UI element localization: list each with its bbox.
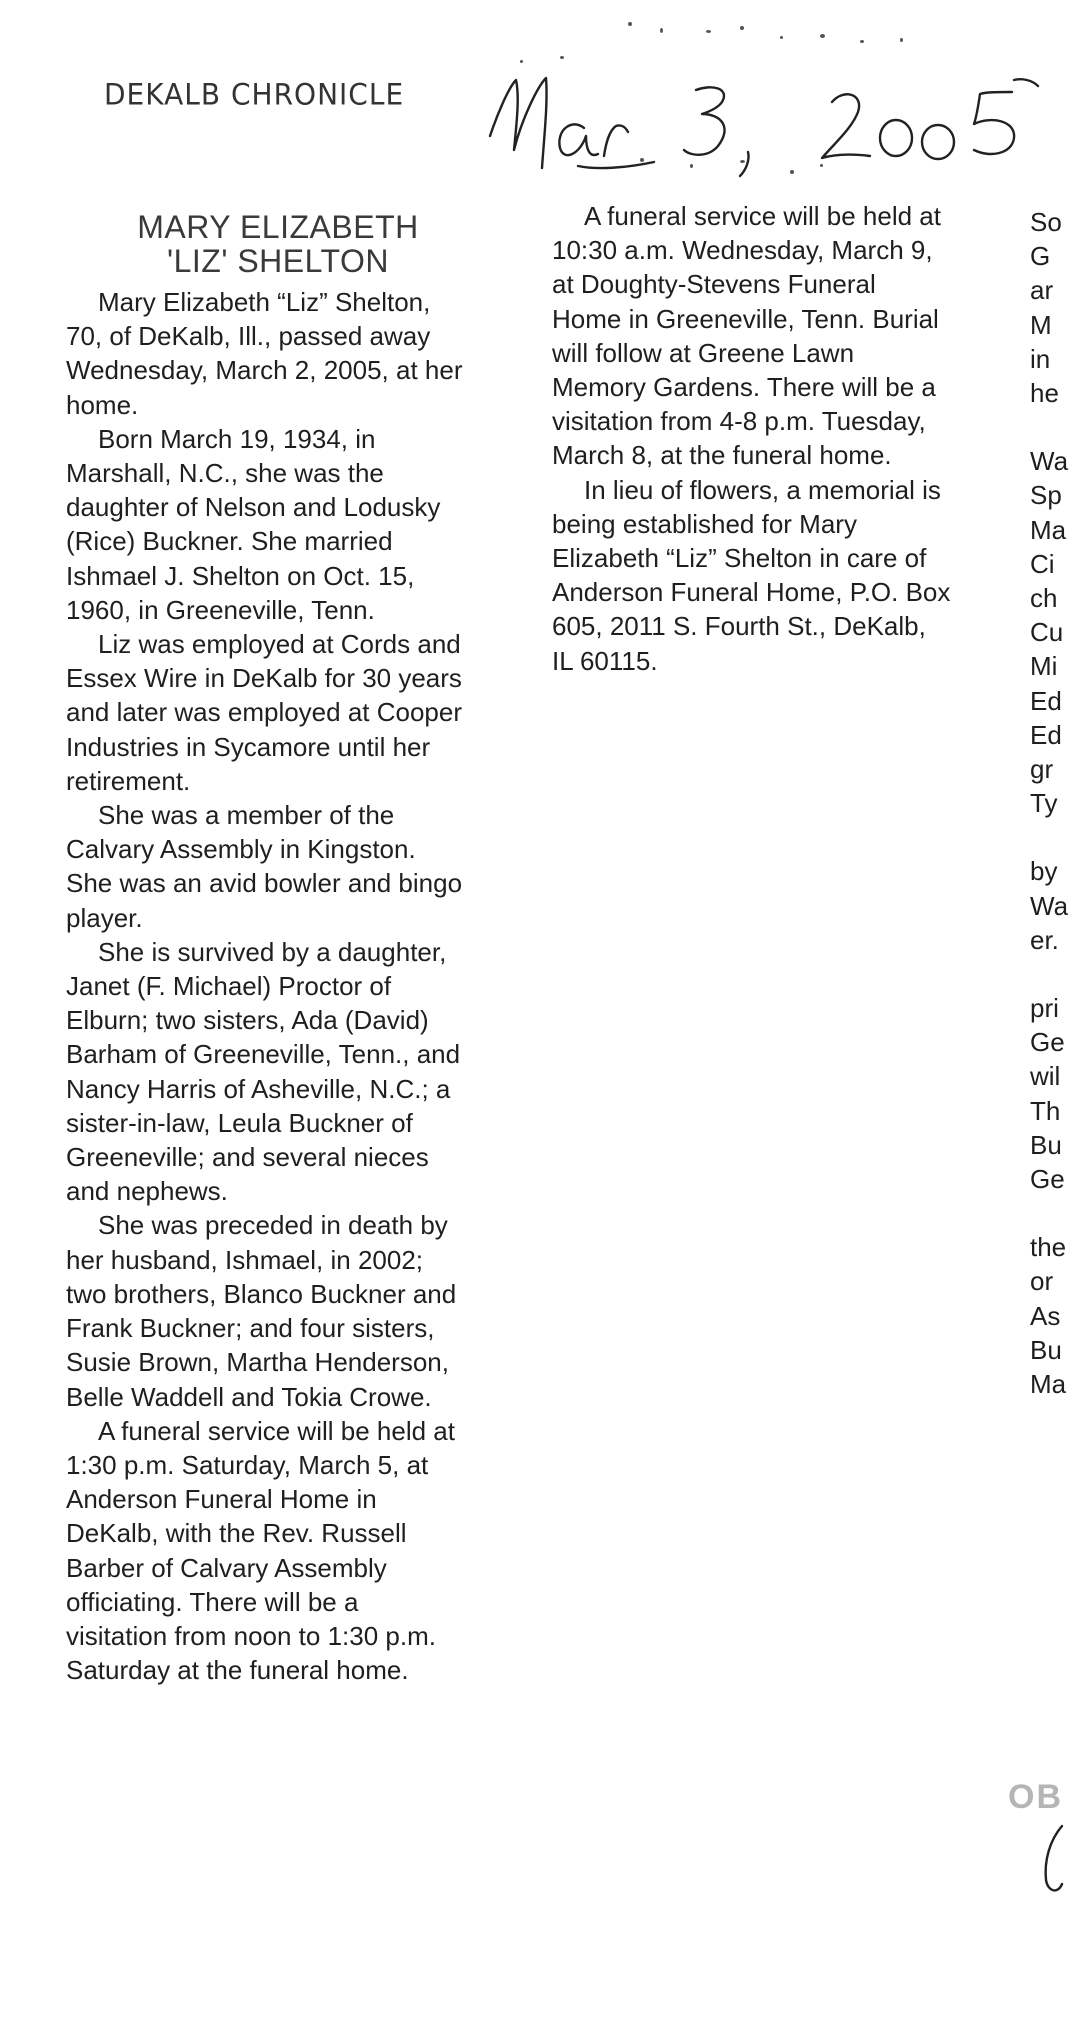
fragment-line: As (1030, 1300, 1061, 1331)
fragment-line: Ci (1030, 548, 1055, 579)
noise-speck (820, 164, 823, 167)
fragment-line: Ty (1030, 788, 1058, 819)
noise-speck (790, 170, 794, 174)
paragraph: A funeral service will be held at 10:30 a.m. Wednesday, March 9, at Doughty-Stevens Funeral Home in Greeneville, Tenn. Burial will follow at Greene Lawn Memory Gardens. There will be a visitation from 4-8 p.m. Tuesday, March 8, at the funeral home. (552, 201, 941, 471)
paragraph: Born March 19, 1934, in Marshall, N.C., she was the daughter of Nelson and Lodusky (Rice) Buckner. She married Ishmael J. Shelton on Oct. 15, 1960, in Greeneville, Tenn. (66, 423, 441, 625)
paragraph: She was preceded in death by her husband, Ishmael, in 2002; two brothers, Blanco Buckner and Frank Buckner; and four sisters, Susie Brown, Martha Henderson, Belle Waddell and Tokia Crowe. (66, 1210, 457, 1412)
noise-speck (520, 60, 523, 63)
handwritten-mark (1036, 1820, 1066, 1900)
fragment-line: he (1030, 378, 1059, 409)
fragment-line: Wa (1030, 890, 1069, 921)
fragment-line: Ma (1030, 1369, 1067, 1400)
noise-speck (660, 28, 663, 33)
fragment-line: Sp (1030, 480, 1062, 511)
fragment-line: ch (1030, 583, 1058, 614)
paragraph: In lieu of flowers, a memorial is being established for Mary Elizabeth “Liz” Shelton in care of Anderson Funeral Home, P.O. Box 605, 2011 S. Fourth St., DeKalb, IL 60115. (552, 474, 951, 676)
obituary-column-2 (552, 199, 952, 678)
fragment-gap (1030, 410, 1090, 444)
masthead: DEKALB CHRONICLE (104, 77, 405, 112)
fragment-line: Ed (1030, 685, 1062, 716)
fragment-gap (1030, 957, 1090, 991)
fragment-gap (1030, 820, 1090, 854)
paragraph: She was a member of the Calvary Assembly in Kingston. She was an avid bowler and bingo player. (66, 800, 463, 933)
paragraph: She is survived by a daughter, Janet (F. Michael) Proctor of Elburn; two sisters, Ada (David) Barham of Greeneville, Tenn., and Nancy Harris of Asheville, N.C.; a sister-in-law, Leula Buckner of Greeneville; and several nieces and nephews. (66, 936, 461, 1207)
fragment-line: Bu (1030, 1334, 1062, 1365)
noise-speck (900, 38, 903, 42)
handwritten-date-text: Mar 3, 2005 (486, 58, 492, 59)
obituary-column-1 (66, 285, 466, 1687)
fragment-line: Ma (1030, 514, 1067, 545)
fragment-line: Bu (1030, 1129, 1062, 1160)
noise-speck (628, 22, 632, 26)
noise-speck (860, 40, 864, 43)
noise-speck (560, 56, 564, 59)
noise-speck (706, 30, 711, 33)
headline-line-2: 'LIZ' SHELTON (166, 243, 390, 279)
fragment-line: M (1030, 309, 1052, 340)
fragment-line: wil (1030, 1061, 1061, 1092)
noise-speck (640, 158, 644, 162)
fragment-line: Ge (1030, 1027, 1065, 1058)
fragment-line: Cu (1030, 617, 1064, 648)
fragment-line: Wa (1030, 446, 1069, 477)
fragment-line: by (1030, 856, 1058, 887)
fragment-line: the (1030, 1232, 1067, 1263)
fragment-line: G (1030, 241, 1051, 272)
headline-line-1: MARY ELIZABETH (137, 209, 419, 245)
handwritten-date (486, 58, 1046, 188)
obituary-headline (92, 210, 464, 278)
fragment-line: Th (1030, 1095, 1061, 1126)
fragment-line: gr (1030, 754, 1054, 785)
archive-stamp: OB (1008, 1778, 1063, 1816)
fragment-line: or (1030, 1266, 1054, 1297)
paragraph: Mary Elizabeth “Liz” Shelton, 70, of DeKalb, Ill., passed away Wednesday, March 2, 2005, at her home. (66, 287, 463, 420)
noise-speck (740, 160, 745, 163)
fragment-line: Mi (1030, 651, 1058, 682)
fragment-line: Ge (1030, 1164, 1065, 1195)
noise-speck (690, 164, 693, 168)
fragment-line: So (1030, 207, 1062, 237)
noise-speck (740, 26, 744, 30)
noise-speck (820, 34, 825, 38)
fragment-line: er. (1030, 924, 1059, 955)
fragment-line: pri (1030, 993, 1059, 1024)
paragraph: Liz was employed at Cords and Essex Wire in DeKalb for 30 years and later was employed at Cooper Industries in Sycamore until her retirement. (66, 629, 463, 796)
adjacent-obituary-fragments (1030, 205, 1090, 1401)
noise-speck (780, 36, 783, 39)
fragment-line: Ed (1030, 719, 1062, 750)
fragment-line: ar (1030, 275, 1054, 306)
fragment-gap (1030, 1196, 1090, 1230)
fragment-line: in (1030, 343, 1051, 374)
paragraph: A funeral service will be held at 1:30 p.m. Saturday, March 5, at Anderson Funeral Home in DeKalb, with the Rev. Russell Barber of Calvary Assembly officiating. There will be a visitation from noon to 1:30 p.m. Saturday at the funeral home. (66, 1415, 455, 1686)
